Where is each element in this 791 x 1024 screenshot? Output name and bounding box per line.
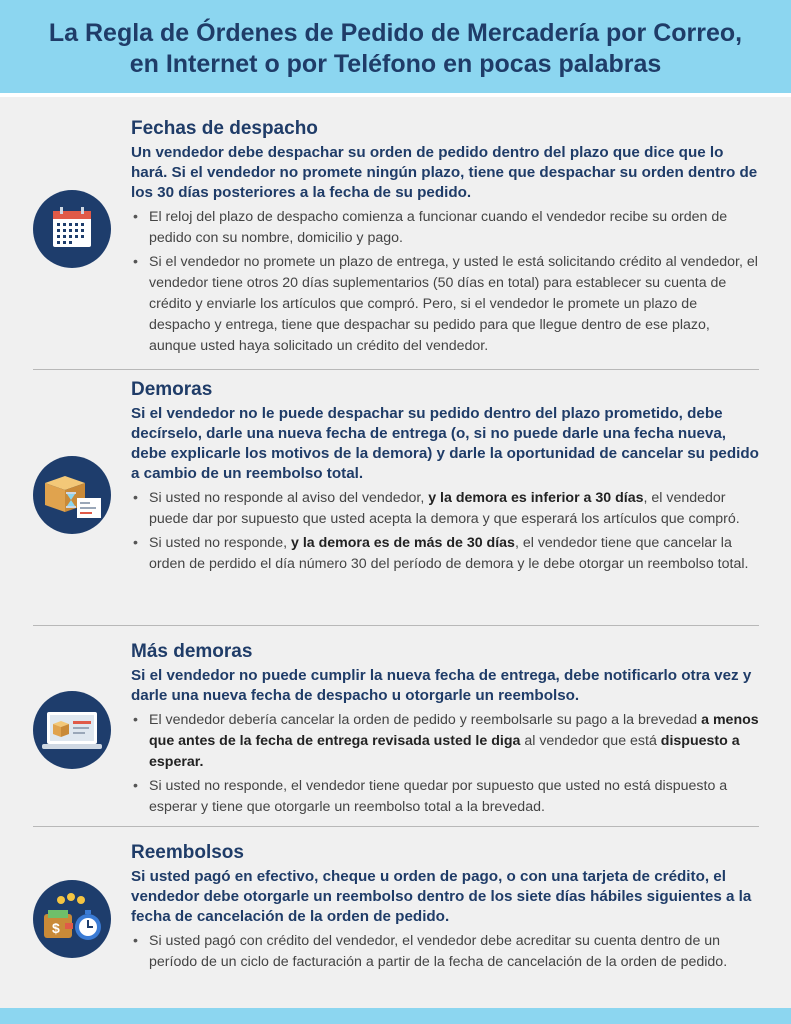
package-hourglass-icon	[33, 456, 111, 534]
section-lead: Si usted pagó en efectivo, cheque u orden de pago, o con una tarjeta de crédito, el vendedor debe otorgarle un reembolso dentro de los siete días hábiles siguientes a la fecha de cancelación de la orden de pedido.	[131, 868, 752, 925]
list-item: • Si usted no responde al aviso del vendedor, y la demora es inferior a 30 días, el vendedor puede dar por supuesto que usted acepta la demora y que esperará los artículos que compró.	[131, 488, 761, 530]
bullet-list	[131, 207, 761, 357]
page-footer	[0, 1008, 791, 1024]
list-item: • Si usted pagó con crédito del vendedor, el vendedor debe acreditar su cuenta dentro de un período de un ciclo de facturación a partir de la fecha de cancelación de la orden de pedido.	[131, 931, 761, 973]
refund-money-icon	[33, 880, 111, 958]
section-title: Reembolsos	[131, 842, 244, 863]
page-title	[0, 18, 791, 80]
list-item: • Si usted no responde, el vendedor tiene quedar por supuesto que usted no está dispuesto a esperar y tiene que otorgarle un reembolso total a la brevedad.	[131, 776, 761, 818]
bullet-list	[131, 710, 761, 818]
list-item: • Si usted no responde, y la demora es de más de 30 días, el vendedor tiene que cancelar la orden de perdido el día número 30 del período de demora y le debe otorgar un reembolso total.	[131, 533, 761, 575]
section-title: Fechas de despacho	[131, 118, 318, 139]
section-divider	[33, 369, 759, 370]
section-title: Más demoras	[131, 641, 253, 662]
calendar-icon	[33, 190, 111, 268]
page-title-line2: en Internet o por Teléfono en pocas palabras	[129, 50, 662, 78]
bullet-list	[131, 931, 761, 973]
svg-text:$: $	[52, 920, 60, 936]
section-lead: Si el vendedor no puede cumplir la nueva fecha de entrega, debe notificarlo otra vez y darle una nueva fecha de despacho u otorgarle un reembolso.	[131, 667, 752, 704]
page-header	[0, 0, 791, 93]
section-lead: Si el vendedor no le puede despachar su pedido dentro del plazo prometido, debe decírselo, darle una nueva fecha de entrega (o, si no puede darle una fecha nueva, debe explicarle los motivos de la demora) y darle la oportunidad de cancelar su pedido a cambio de un reembolso total.	[131, 405, 759, 482]
laptop-icon	[33, 691, 111, 769]
list-item: • El reloj del plazo de despacho comienza a funcionar cuando el vendedor recibe su orden de pedido con su nombre, domicilio y pago.	[131, 207, 761, 249]
header-divider	[0, 93, 791, 97]
section-title: Demoras	[131, 379, 213, 400]
bullet-list	[131, 488, 761, 575]
list-item: • El vendedor debería cancelar la orden de pedido y reembolsarle su pago a la brevedad a menos que antes de la fecha de entrega revisada usted le diga al vendedor que está dispuesto a esperar.	[131, 710, 761, 773]
list-item: • Si el vendedor no promete un plazo de entrega, y usted le está solicitando crédito al vendedor, el vendedor tiene otros 20 días suplementarios (50 días en total) para establecer su cuenta de crédito y enviarle los artículos que compró. Pero, si el vendedor le promete un plazo de despacho y entrega, tiene que despachar su pedido para que llegue dentro de ese plazo, aunque usted haya solicitado un crédito del vendedor.	[131, 252, 761, 357]
section-divider	[33, 826, 759, 827]
section-divider	[33, 625, 759, 626]
page-title-line1: La Regla de Órdenes de Pedido de Mercadería por Correo,	[48, 19, 743, 47]
section-lead: Un vendedor debe despachar su orden de pedido dentro del plazo que dice que lo hará. Si el vendedor no promete ningún plazo, tiene que despachar su orden dentro de los 30 días posteriores a la fecha de su pedido.	[131, 144, 758, 201]
